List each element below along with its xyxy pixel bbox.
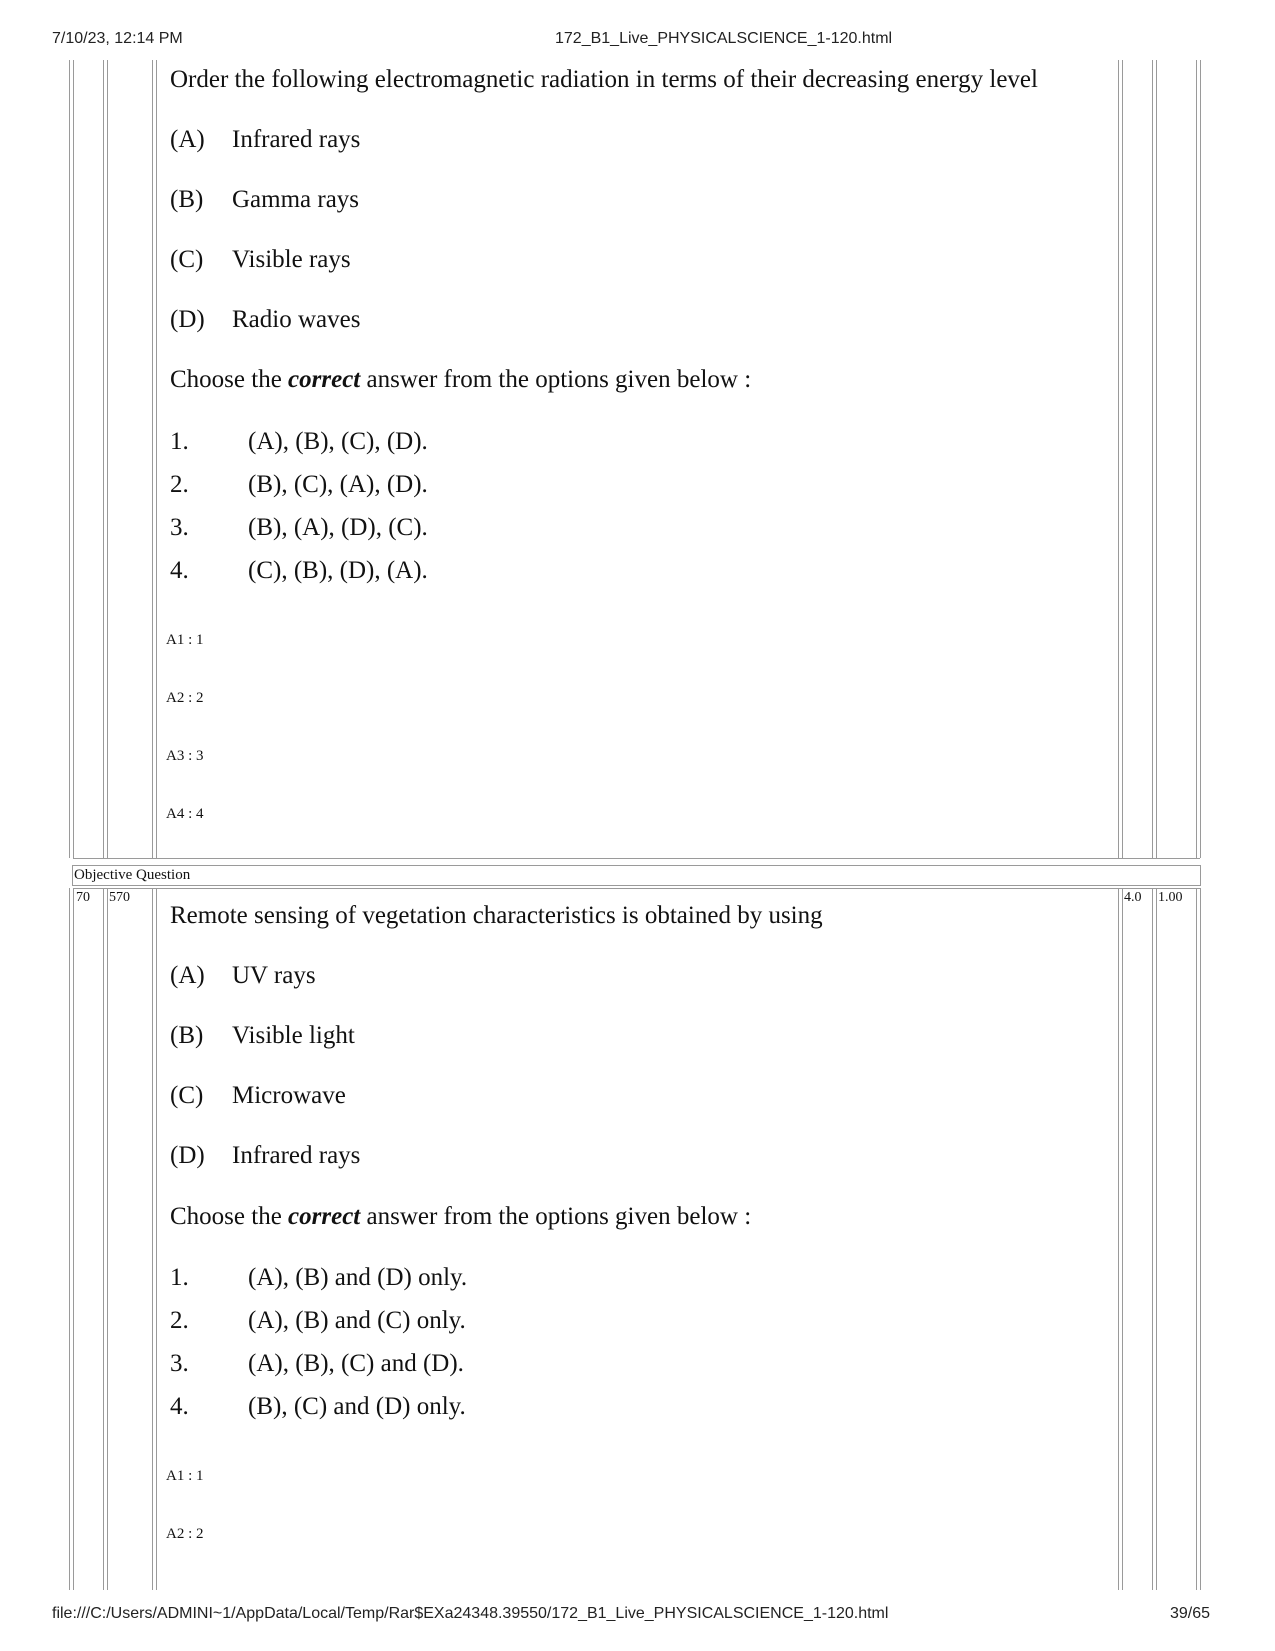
option-label: (B) xyxy=(170,1022,204,1049)
section-row xyxy=(72,865,1201,886)
option-text: UV rays xyxy=(232,962,316,989)
answer-number: 4. xyxy=(170,557,189,584)
table-border xyxy=(152,60,153,858)
option-text: Visible light xyxy=(232,1022,355,1049)
answer-key: A3 : 3 xyxy=(166,748,204,764)
table-border xyxy=(1122,60,1123,858)
answer-text: (A), (B), (C) and (D). xyxy=(248,1350,464,1377)
question-stem: Remote sensing of vegetation characteristics is obtained by using xyxy=(170,902,823,929)
option-label: (C) xyxy=(170,1082,204,1109)
instruction-emphasis: correct xyxy=(288,1203,361,1230)
table-border xyxy=(1156,60,1157,858)
answer-text: (A), (B), (C), (D). xyxy=(248,428,428,455)
instruction-text: Choose the xyxy=(170,1203,289,1230)
table-border xyxy=(1152,888,1153,1590)
instruction-emphasis: correct xyxy=(288,366,361,393)
marks: 4.0 xyxy=(1124,890,1142,905)
table-border xyxy=(103,60,104,858)
print-doc-title: 172_B1_Live_PHYSICALSCIENCE_1-120.html xyxy=(555,30,893,47)
table-border xyxy=(152,888,153,1590)
answer-number: 4. xyxy=(170,1393,189,1420)
table-border xyxy=(1122,888,1123,1590)
answer-number: 1. xyxy=(170,1264,189,1291)
question-stem: Order the following electromagnetic radiation in terms of their decreasing energy level xyxy=(170,66,1038,93)
table-border xyxy=(73,60,74,858)
answer-number: 3. xyxy=(170,1350,189,1377)
table-border xyxy=(69,60,70,858)
negative-marks: 1.00 xyxy=(1158,890,1183,905)
option-text: Microwave xyxy=(232,1082,346,1109)
question-id: 570 xyxy=(109,890,130,905)
instruction-text: answer from the options given below : xyxy=(360,1203,752,1230)
serial-number: 70 xyxy=(76,890,90,905)
choose-instruction xyxy=(170,366,751,394)
answer-number: 1. xyxy=(170,428,189,455)
table-border xyxy=(73,888,1200,889)
answer-number: 2. xyxy=(170,471,189,498)
option-label: (A) xyxy=(170,126,205,153)
answer-number: 2. xyxy=(170,1307,189,1334)
answer-text: (A), (B) and (D) only. xyxy=(248,1264,468,1291)
table-border xyxy=(1196,888,1197,1590)
answer-key: A1 : 1 xyxy=(166,632,204,648)
choose-instruction xyxy=(170,1203,751,1231)
table-border xyxy=(1196,60,1197,858)
answer-text: (B), (C) and (D) only. xyxy=(248,1393,466,1420)
table-border xyxy=(156,888,157,1590)
option-label: (C) xyxy=(170,246,204,273)
table-border xyxy=(103,888,104,1590)
instruction-text: answer from the options given below : xyxy=(360,366,752,393)
answer-text: (C), (B), (D), (A). xyxy=(248,557,428,584)
table-border xyxy=(156,60,157,858)
section-label: Objective Question xyxy=(74,867,191,883)
table-border xyxy=(69,888,70,1590)
instruction-text: Choose the xyxy=(170,366,289,393)
table-border xyxy=(1200,60,1201,858)
table-border xyxy=(1156,888,1157,1590)
option-label: (D) xyxy=(170,306,205,333)
table-border xyxy=(107,888,108,1590)
print-datetime: 7/10/23, 12:14 PM xyxy=(52,30,183,47)
option-text: Radio waves xyxy=(232,306,361,333)
option-label: (A) xyxy=(170,962,205,989)
option-text: Infrared rays xyxy=(232,126,361,153)
option-text: Gamma rays xyxy=(232,186,360,213)
print-file-path: file:///C:/Users/ADMINI~1/AppData/Local/Temp/Rar$EXa24348.39550/172_B1_Live_PHYSICALSCIENCE_1-120.html xyxy=(52,1605,889,1622)
table-border xyxy=(1152,60,1153,858)
answer-key: A1 : 1 xyxy=(166,1468,204,1484)
table-border xyxy=(1118,888,1119,1590)
answer-text: (B), (C), (A), (D). xyxy=(248,471,428,498)
table-border xyxy=(1200,888,1201,1590)
option-text: Infrared rays xyxy=(232,1142,361,1169)
option-text: Visible rays xyxy=(232,246,351,273)
answer-key: A4 : 4 xyxy=(166,806,204,822)
option-label: (D) xyxy=(170,1142,205,1169)
table-border xyxy=(107,60,108,858)
answer-key: A2 : 2 xyxy=(166,1526,204,1542)
answer-text: (A), (B) and (C) only. xyxy=(248,1307,466,1334)
answer-key: A2 : 2 xyxy=(166,690,204,706)
answer-number: 3. xyxy=(170,514,189,541)
page-number: 39/65 xyxy=(1170,1605,1211,1622)
answer-text: (B), (A), (D), (C). xyxy=(248,514,428,541)
table-border xyxy=(1118,60,1119,858)
table-border xyxy=(73,858,1200,859)
option-label: (B) xyxy=(170,186,204,213)
table-border xyxy=(73,888,74,1590)
